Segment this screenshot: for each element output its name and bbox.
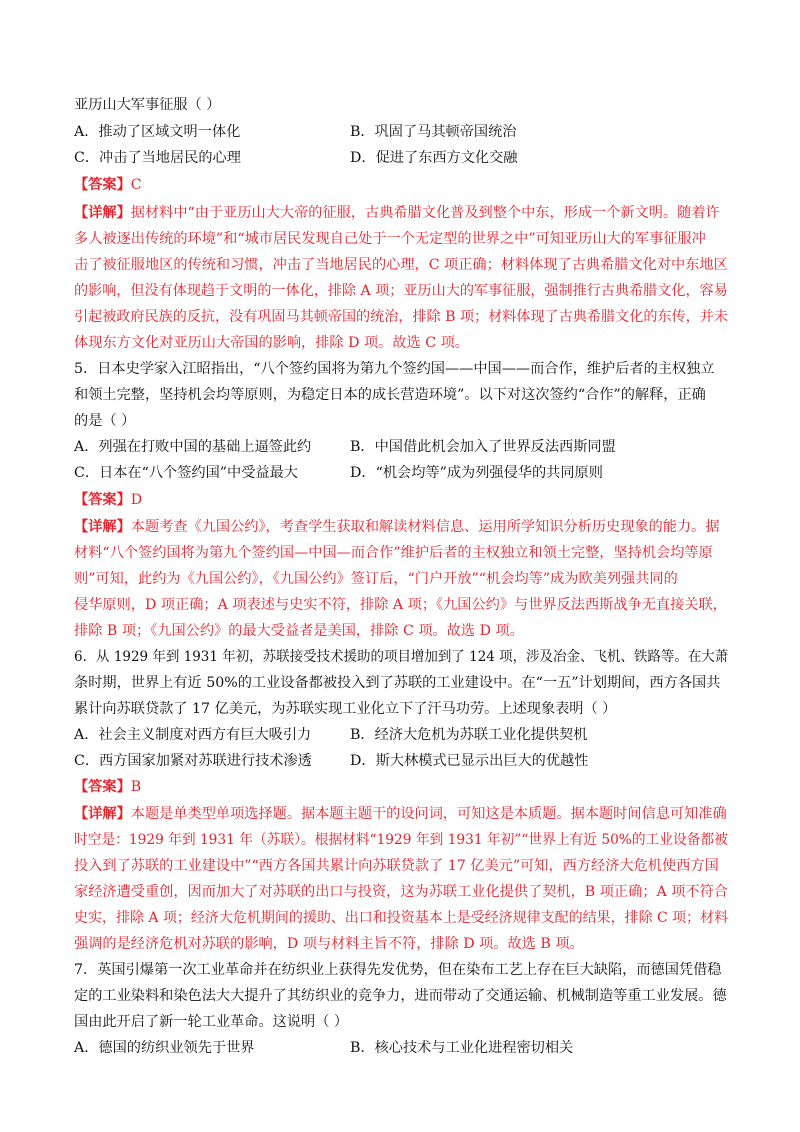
q5-option-d: D．“机会均等”成为列强侵华的共同原则 [350,465,603,481]
q4-explain-line: 的影响，但没有体现趋于文明的一体化，排除 A 项；亚历山大的军事征服，强制推行古典希腊文化，容易 [74,283,728,299]
explain-label: 【详解】 [74,519,131,535]
q4-explain-line: 多人被逐出传统的环境”和“城市居民发现自己处于一个无定型的世界之中”可知亚历山大的军事征服冲 [74,231,706,247]
q4-stem: 亚历山大军事征服（ ） [74,97,221,113]
q7-option-b: B．核心技术与工业化进程密切相关 [350,1040,574,1056]
q5-explain-line: 排除 B 项；《九国公约》的最大受益者是美国，排除 C 项。故选 D 项。 [74,623,524,639]
explain-text: 据材料中“由于亚历山大大帝的征服，古典希腊文化普及到整个中东，形成一个新文明。随着许 [130,205,720,221]
explain-label: 【详解】 [74,806,131,822]
answer-value: B [130,779,142,795]
q4-explain-line: 引起被政府民族的反抗，没有巩固马其顿帝国的统治，排除 B 项；材料体现了古典希腊文化的东传，并未 [74,309,728,325]
q5-stem-line: 和领土完整，坚持机会均等原则，为稳定日本的成长营造环境”。以下对这次签约“合作”的解释，正确 [74,387,706,403]
q6-option-d: D．斯大林模式已显示出巨大的优越性 [350,753,589,769]
q5-stem-line: 5．日本史学家入江昭指出，“八个签约国将为第九个签约国——中国——而合作，维护后者的主权独立 [74,361,715,377]
explain-text: 本题考查《九国公约》，考查学生获取和解读材料信息、运用所学知识分析历史现象的能力。据 [130,519,720,535]
answer-label: 【答案】 [74,779,131,795]
q6-explain-line: 强调的是经济危机对苏联的影响，D 项与材料主旨不符，排除 D 项。故选 B 项。 [74,936,584,952]
q4-option-c: C．冲击了当地居民的心理 [74,150,241,166]
q4-option-a: A．推动了区域文明一体化 [74,124,241,140]
q7-stem-line: 定的工业染料和染色法大大提升了其纺织业的竞争力，进而带动了交通运输、机械制造等重工业发展。德 [74,988,727,1004]
q6-explain-line: 家经济遭受重创，因而加大了对苏联的出口与投资，这为苏联工业化提供了契机，B 项正确；A 项不符合 [74,884,728,900]
answer-value: C [130,177,142,193]
q5-answer [74,490,142,510]
q5-option-c: C．日本在“八个签约国”中受益最大 [74,465,298,481]
q5-explain-line: 材料“八个签约国将为第九个签约国—中国—而合作”维护后者的主权独立和领土完整，坚持机会均等原 [74,545,713,561]
q4-answer [74,175,142,195]
q5-explain-line: 则”可知，此约为《九国公约》，《九国公约》签订后，“门户开放”“机会均等”成为欧美列强共同的 [74,571,678,587]
explain-text: 本题是单类型单项选择题。据本题主题干的设问词，可知这是本质题。据本题时间信息可知准确 [130,806,727,822]
q4-explain-line: 体现东方文化对亚历山大帝国的影响，排除 D 项。故选 C 项。 [74,335,469,351]
answer-label: 【答案】 [74,492,131,508]
q6-stem-line: 累计向苏联贷款了 17 亿美元，为苏联实现工业化立下了汗马功劳。上述现象表明（ ） [74,701,617,717]
q6-stem-line: 条时期，世界上有近 50%的工业设备都被投入到了苏联的工业建设中。在“一五”计划期间，西方各国共 [74,675,721,691]
q6-option-c: C．西方国家加紧对苏联进行技术渗透 [74,753,312,769]
q6-explain-line [74,804,727,824]
q5-stem-line: 的是（ ） [74,413,136,429]
explain-label: 【详解】 [74,205,131,221]
q5-explain-line [74,517,720,537]
q7-stem-line: 国由此开启了新一轮工业革命。这说明（ ） [74,1014,349,1030]
q7-stem-line: 7．英国引爆第一次工业革命并在纺织业上获得先发优势，但在染布工艺上存在巨大缺陷，而德国凭借稳 [74,962,722,978]
q5-option-b: B．中国借此机会加入了世界反法西斯同盟 [350,439,616,455]
q6-answer [74,777,141,797]
q6-explain-line: 时空是：1929 年到 1931 年（苏联）。根据材料“1929 年到 1931 年初”“世界上有近 50%的工业设备都被 [74,832,728,848]
q4-explain-line: 击了被征服地区的传统和习惯，冲击了当地居民的心理，C 项正确；材料体现了古典希腊文化对中东地区 [74,257,728,273]
answer-label: 【答案】 [74,177,131,193]
q6-stem-line: 6．从 1929 年到 1931 年初，苏联接受技术援助的项目增加到了 124 项，涉及冶金、飞机、铁路等。在大萧 [74,649,729,665]
q7-option-a: A．德国的纺织业领先于世界 [74,1040,255,1056]
q4-option-d: D．促进了东西方文化交融 [350,150,518,166]
q6-option-b: B．经济大危机为苏联工业化提供契机 [350,727,588,743]
answer-value: D [130,492,143,508]
q4-option-b: B．巩固了马其顿帝国统治 [350,124,517,140]
q5-explain-line: 侵华原则，D 项正确；A 项表述与史实不符，排除 A 项；《九国公约》与世界反法西斯战争无直接关联， [74,597,727,613]
q6-explain-line: 投入到了苏联的工业建设中”“西方各国共累计向苏联贷款了 17 亿美元”可知，西方经济大危机使西方国 [74,858,719,874]
q4-explain-line [74,203,720,223]
q6-option-a: A．社会主义制度对西方有巨大吸引力 [74,727,312,743]
q5-option-a: A．列强在打败中国的基础上逼签此约 [74,439,312,455]
q6-explain-line: 史实，排除 A 项；经济大危机期间的援助、出口和投资基本上是受经济规律支配的结果，排除 C 项；材料 [74,910,729,926]
